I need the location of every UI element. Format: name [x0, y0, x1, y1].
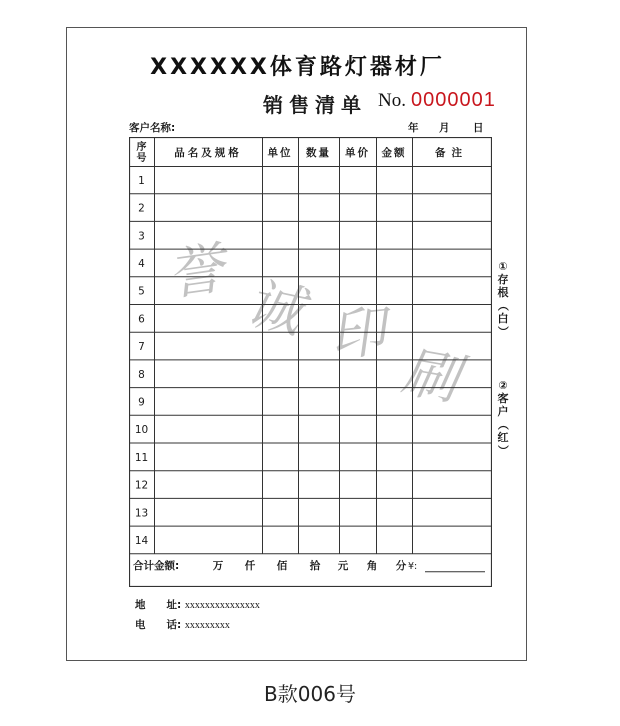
copy-label-stub	[495, 260, 511, 338]
company-title: XXXXXX体育路灯器材厂	[150, 55, 445, 80]
form-subtitle: 销售清单	[263, 93, 367, 117]
product-caption: B款006号	[264, 682, 356, 706]
row-number: 9	[138, 396, 145, 409]
total-unit: 佰	[276, 559, 288, 572]
phone-value: xxxxxxxxx	[184, 620, 230, 631]
total-unit: 仟	[244, 559, 256, 572]
date-month-label: 月	[439, 122, 450, 134]
number-label: No.	[378, 90, 406, 111]
watermark-char: 诚	[239, 270, 309, 347]
items-table	[129, 137, 492, 587]
watermark-char: 誉	[163, 236, 228, 309]
column-header: 品名及规格	[174, 147, 242, 159]
currency-symbol: ¥:	[408, 560, 418, 572]
total-unit: 角	[366, 559, 378, 572]
row-number: 4	[138, 257, 145, 270]
address-line	[135, 597, 260, 612]
row-number: 12	[134, 479, 149, 492]
column-header: 号	[136, 153, 147, 164]
row-number: 5	[138, 285, 145, 298]
row-number: 3	[138, 230, 145, 243]
copy-label-customer	[495, 379, 511, 457]
address-value: xxxxxxxxxxxxxxx	[184, 600, 260, 611]
copy-number: ②	[498, 379, 508, 392]
column-header: 单位	[267, 147, 293, 159]
column-header: 单价	[345, 147, 370, 159]
sales-receipt-form	[66, 27, 527, 661]
copy-text: 客 户 （ 红 ）	[496, 392, 510, 456]
copy-text: 存 根 （ 白 ）	[496, 273, 510, 337]
phone-label: 电 话:	[135, 619, 182, 631]
customer-name-label: 客户名称:	[129, 122, 176, 134]
total-unit: 万	[212, 559, 224, 572]
total-unit: 分	[395, 559, 407, 572]
row-number: 6	[138, 313, 145, 326]
total-unit: 拾	[309, 559, 321, 572]
column-header: 序	[136, 142, 147, 153]
serial-number: 0000001	[411, 89, 496, 111]
column-header: 数量	[306, 147, 331, 159]
column-header: 金额	[381, 147, 407, 159]
address-label: 地 址:	[135, 599, 182, 611]
row-number: 8	[138, 368, 145, 381]
total-amount-label: 合计金额:	[133, 559, 180, 572]
watermark-char: 印	[326, 299, 389, 370]
watermark-char: 刷	[397, 339, 464, 414]
copy-number: ①	[498, 260, 508, 273]
phone-line	[135, 617, 230, 632]
row-number: 11	[134, 451, 149, 464]
row-number: 2	[138, 202, 145, 215]
date-day-label: 日	[473, 122, 484, 134]
row-number: 7	[138, 341, 145, 354]
date-year-label: 年	[408, 122, 419, 134]
row-number: 14	[134, 534, 149, 547]
row-number: 1	[138, 174, 145, 187]
column-header: 备注	[435, 147, 468, 159]
total-unit: 元	[337, 559, 349, 572]
row-number: 10	[134, 424, 149, 437]
row-number: 13	[134, 507, 149, 520]
